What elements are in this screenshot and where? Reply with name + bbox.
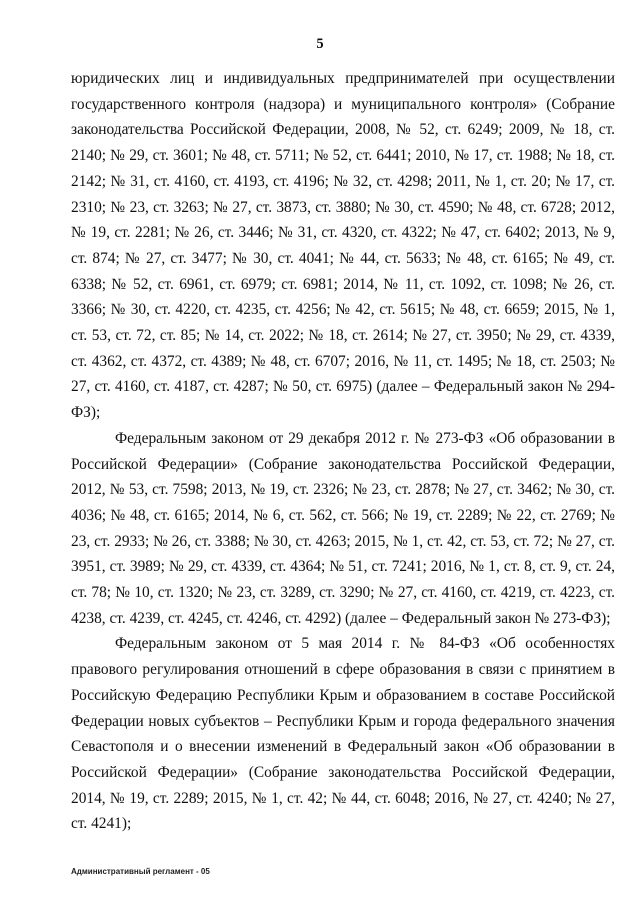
footer-label: Административный регламент - 05 — [71, 867, 210, 876]
paragraph-law-84-fz: Федеральным законом от 5 мая 2014 г. № 84-ФЗ «Об особенностях правового регулирования отношений в сфере образования в связи с принятием в Российскую Федерацию Республики Крым и образованием в составе Российской Федерации новых субъектов – Республики Крым и города федерального значения Севастополя и о внесении изменений в Федеральный закон «Об образовании в Российской Федерации» (Собрание законодательства Российской Федерации, 2014, № 19, ст. 2289; 2015, № 1, ст. 42; № 44, ст. 6048; 2016, № 27, ст. 4240; № 27, ст. 4241); — [71, 635, 615, 833]
paragraph-continuation: юридических лиц и индивидуальных предпринимателей при осуществлении государственного контроля (надзора) и муниципального контроля» (Собрание законодательства Российской Федерации, 2008, № 52, ст. 6249; 2009, № 18, ст. 2140; № 29, ст. 3601; № 48, ст. 5711; № 52, ст. 6441; 2010, № 17, ст. 1988; № 18, ст. 2142; № 31, ст. 4160, ст. 4193, ст. 4196; № 32, ст. 4298; 2011, № 1, ст. 20; № 17, ст. 2310; № 23, ст. 3263; № 27, ст. 3873, ст. 3880; № 30, ст. 4590; № 48, ст. 6728; 2012, № 19, ст. 2281; № 26, ст. 3446; № 31, ст. 4320, ст. 4322; № 47, ст. 6402; 2013, № 9, ст. 874; № 27, ст. 3477; № 30, ст. 4041; № 44, ст. 5633; № 48, ст. 6165; № 49, ст. 6338; № 52, ст. 6961, ст. 6979; ст. 6981; 2014, № 11, ст. 1092, ст. 1098; № 26, ст. 3366; № 30, ст. 4220, ст. 4235, ст. 4256; № 42, ст. 5615; № 48, ст. 6659; 2015, № 1, ст. 53, ст. 72, ст. 85; № 14, ст. 2022; № 18, ст. 2614; № 27, ст. 3950; № 29, ст. 4339, ст. 4362, ст. 4372, ст. 4389; № 48, ст. 6707; 2016, № 11, ст. 1495; № 18, ст. 2503; № 27, ст. 4160, ст. 4187, ст. 4287; № 50, ст. 6975) (далее – Федеральный закон № 294-ФЗ); — [71, 70, 615, 422]
paragraph-law-273-fz: Федеральным законом от 29 декабря 2012 г. № 273-ФЗ «Об образовании в Российской Федерации» (Собрание законодательства Российской Федерации, 2012, № 53, ст. 7598; 2013, № 19, ст. 2326; № 23, ст. 2878; № 27, ст. 3462; № 30, ст. 4036; № 48, ст. 6165; 2014, № 6, ст. 562, ст. 566; № 19, ст. 2289; № 22, ст. 2769; № 23, ст. 2933; № 26, ст. 3388; № 30, ст. 4263; 2015, № 1, ст. 42, ст. 53, ст. 72; № 27, ст. 3951, ст. 3989; № 29, ст. 4339, ст. 4364; № 51, ст. 7241; 2016, № 1, ст. 8, ст. 9, ст. 24, ст. 78; № 10, ст. 1320; № 23, ст. 3289, ст. 3290; № 27, ст. 4160, ст. 4219, ст. 4223, ст. 4238, ст. 4239, ст. 4245, ст. 4246, ст. 4292) (далее – Федеральный закон № 273-ФЗ); — [71, 429, 615, 627]
page-number: 5 — [316, 36, 324, 52]
document-body — [71, 66, 615, 837]
